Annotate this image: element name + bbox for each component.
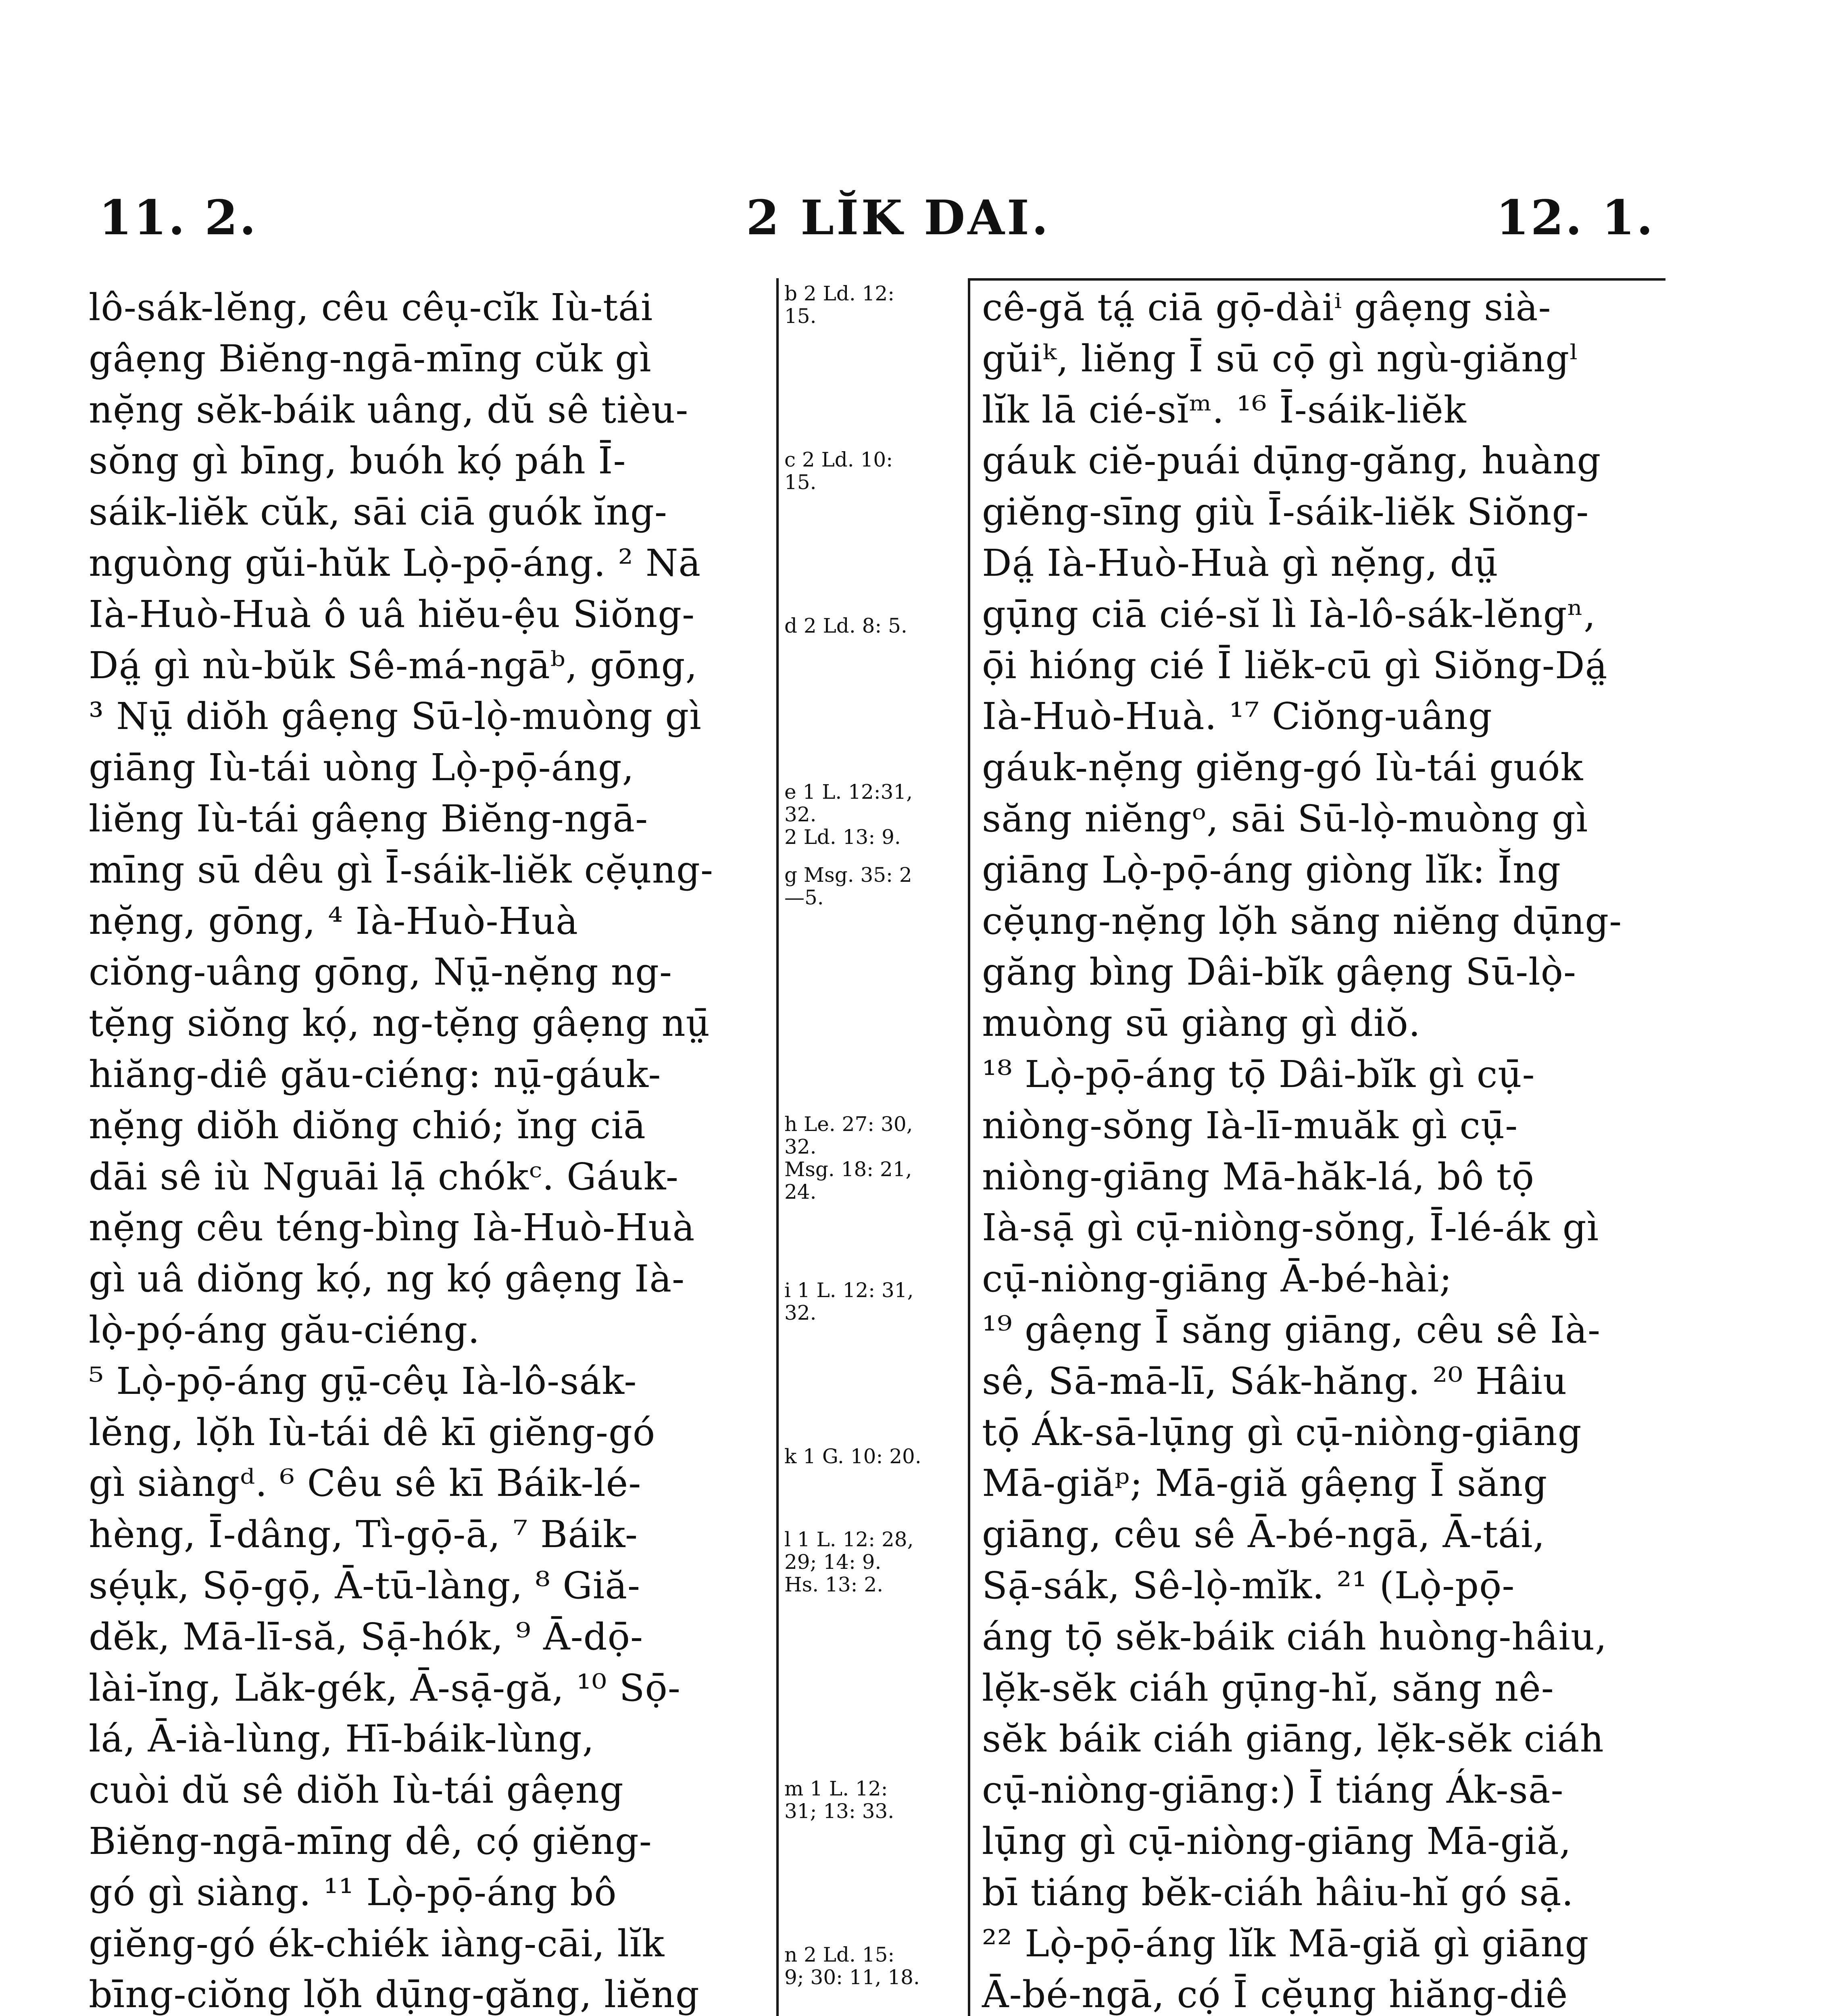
- cross-reference: k 1 G. 10: 20.: [784, 1445, 921, 1468]
- text-line: giāng, cêu sê Ā-bé-ngā, Ā-tái,: [982, 1513, 1545, 1556]
- text-line: Mā-giăᵖ; Mā-giă gâẹng Ī săng: [982, 1462, 1548, 1505]
- text-line: sáik-liĕk cŭk, sāi ciā guók ĭng-: [89, 490, 667, 534]
- cross-reference: g Msg. 35: 2 —5.: [784, 863, 912, 909]
- text-line: nẹ̆ng sĕk-báik uâng, dŭ sê tièu-: [89, 388, 689, 431]
- text-line: gì siàngᵈ. ⁶ Cêu sê kī Báik-lé-: [89, 1462, 642, 1505]
- text-line: cuòi dŭ sê diŏh Iù-tái gâẹng: [89, 1768, 624, 1812]
- text-line: săng niĕngᵒ, sāi Sū-lọ̀-muòng gì: [982, 797, 1588, 840]
- text-line: Ā-bé-ngā, cọ́ Ī cẹ̆ụng hiăng-diê: [982, 1973, 1568, 2016]
- text-line: lọ̀-pọ́-áng gău-ciéng.: [89, 1308, 480, 1352]
- running-head-book-title: 2 LĬK DAI.: [746, 190, 1051, 246]
- top-rule-right-column: [968, 278, 1665, 281]
- cross-reference: h Le. 27: 30, 32. Msg. 18: 21, 24.: [784, 1112, 913, 1204]
- text-line: sẹ́ụk, Sọ̄-gọ̄, Ā-tū-làng, ⁸ Giă-: [89, 1564, 641, 1607]
- text-line: Ià-Huò-Huà ô uâ hiĕu-ệu Siŏng-: [89, 592, 695, 636]
- column-rule-right: [968, 278, 970, 2016]
- text-line: nẹ̆ng diŏh diŏng chió; ĭng ciā: [89, 1104, 646, 1147]
- text-line: bī tiáng bĕk-ciáh hâiu-hĭ gó sạ̄.: [982, 1870, 1574, 1914]
- running-head-chapter-left: 11. 2.: [99, 190, 258, 246]
- text-line: cê-gă tá̤ ciā gọ̄-dàiⁱ gâẹng sià-: [982, 286, 1551, 329]
- text-line: tẹ̆ng siŏng kọ́, ng-tẹ̆ng gâẹng nṳ̄: [89, 1002, 710, 1045]
- text-line: Ià-Huò-Huà. ¹⁷ Ciŏng-uâng: [982, 695, 1492, 738]
- text-line: cẹ̆ụng-nẹ̆ng lọ̆h săng niĕng dụ̄ng-: [982, 899, 1622, 943]
- text-line: lô-sák-lĕng, cêu cêụ-cĭk Iù-tái: [89, 286, 653, 329]
- text-line: lĕng, lọ̆h Iù-tái dê kī giĕng-gó: [89, 1410, 656, 1454]
- text-line: gáuk ciĕ-puái dụ̄ng-găng, huàng: [982, 439, 1601, 483]
- text-line: muòng sū giàng gì diŏ.: [982, 1002, 1421, 1045]
- cross-reference: b 2 Ld. 12: 15.: [784, 282, 895, 328]
- text-line: dĕk, Mā-lī-să, Sạ̄-hók, ⁹ Ā-dọ̄-: [89, 1615, 644, 1658]
- text-line: ³ Nṳ̄ diŏh gâẹng Sū-lọ̀-muòng gì: [89, 695, 702, 738]
- text-line: gó gì siàng. ¹¹ Lọ̀-pọ̄-áng bô: [89, 1870, 617, 1914]
- text-line: giāng Iù-tái uòng Lọ̀-pọ̄-áng,: [89, 746, 634, 789]
- text-line: Ià-sạ̄ gì cụ̄-niòng-sŏng, Ī-lé-ák gì: [982, 1206, 1599, 1250]
- right-text-column: [982, 282, 1668, 2016]
- text-line: ⁵ Lọ̀-pọ̄-áng gṳ̄-cêụ Ià-lô-sák-: [89, 1359, 637, 1403]
- text-line: cụ̄-niòng-giāng Ā-bé-hài;: [982, 1257, 1453, 1301]
- text-line: lẹ̆k-sĕk ciáh gụ̄ng-hĭ, săng nê-: [982, 1666, 1554, 1710]
- text-line: giĕng-sīng giù Ī-sáik-liĕk Siŏng-: [982, 490, 1589, 534]
- cross-reference: n 2 Ld. 15: 9; 30: 11, 18.: [784, 1943, 920, 1989]
- text-line: niòng-sŏng Ià-lī-muăk gì cụ̄-: [982, 1104, 1518, 1147]
- cross-reference: e 1 L. 12:31, 32. 2 Ld. 13: 9.: [784, 780, 913, 849]
- text-line: lụ̄ng gì cụ̄-niòng-giāng Mā-giă,: [982, 1819, 1572, 1863]
- text-line: niòng-giāng Mā-hăk-lá, bô tọ̄: [982, 1155, 1534, 1198]
- text-line: cụ̄-niòng-giāng:) Ī tiáng Ák-sā-: [982, 1768, 1564, 1812]
- text-line: gì uâ diŏng kọ́, ng kọ́ gâẹng Ià-: [89, 1257, 685, 1301]
- text-line: gâẹng Biĕng-ngā-mīng cŭk gì: [89, 337, 652, 380]
- text-line: găng bìng Dâi-bĭk gâẹng Sū-lọ̀-: [982, 950, 1577, 994]
- text-line: Dá̤ gì nù-bŭk Sê-má-ngāᵇ, gōng,: [89, 644, 698, 687]
- text-line: bīng-ciŏng lọ̆h dụ̄ng-găng, liĕng: [89, 1973, 700, 2016]
- text-line: gụ̄ng ciā cié-sĭ lì Ià-lô-sák-lĕngⁿ,: [982, 592, 1596, 636]
- text-line: liĕng Iù-tái gâẹng Biĕng-ngā-: [89, 797, 648, 840]
- text-line: hiăng-diê gău-ciéng: nṳ̄-gáuk-: [89, 1052, 661, 1096]
- cross-reference: i 1 L. 12: 31, 32.: [784, 1279, 914, 1325]
- text-line: lài-ĭng, Lăk-gék, Ā-sạ̄-gă, ¹⁰ Sọ̄-: [89, 1666, 681, 1710]
- text-line: nẹ̆ng, gōng, ⁴ Ià-Huò-Huà: [89, 899, 578, 943]
- left-text-column: [89, 282, 766, 2016]
- text-line: Biĕng-ngā-mīng dê, cọ́ giĕng-: [89, 1819, 652, 1863]
- text-line: giāng Lọ̀-pọ̄-áng giòng lĭk: Ĭng: [982, 848, 1561, 891]
- text-line: sĕk báik ciáh giāng, lẹ̆k-sĕk ciáh: [982, 1717, 1604, 1761]
- text-line: Sạ̄-sák, Sê-lọ̀-mĭk. ²¹ (Lọ̀-pọ̄-: [982, 1564, 1515, 1607]
- text-line: nguòng gŭi-hŭk Lọ̀-pọ̄-áng. ² Nā: [89, 541, 701, 585]
- text-line: ciŏng-uâng gōng, Nṳ̄-nẹ̆ng ng-: [89, 950, 673, 994]
- text-line: ọ̄i hióng cié Ī liĕk-cū gì Siŏng-Dá̤: [982, 644, 1608, 687]
- text-line: hèng, Ī-dâng, Tì-gọ̄-ā, ⁷ Báik-: [89, 1513, 638, 1556]
- text-line: mīng sū dêu gì Ī-sáik-liĕk cẹ̆ụng-: [89, 848, 714, 891]
- text-line: dāi sê iù Nguāi lạ̄ chókᶜ. Gáuk-: [89, 1155, 679, 1198]
- running-head-chapter-right: 12. 1.: [1496, 190, 1655, 246]
- text-line: gŭiᵏ, liĕng Ī sū cọ̄ gì ngù-giăngˡ: [982, 337, 1579, 380]
- cross-reference: l 1 L. 12: 28, 29; 14: 9. Hs. 13: 2.: [784, 1528, 914, 1596]
- text-line: sŏng gì bīng, buóh kọ́ páh Ī-: [89, 439, 626, 483]
- cross-reference: d 2 Ld. 8: 5.: [784, 614, 907, 637]
- text-line: tọ̄ Ák-sā-lụ̄ng gì cụ̄-niòng-giāng: [982, 1410, 1582, 1454]
- text-line: ²² Lọ̀-pọ̄-áng lĭk Mā-giă gì giāng: [982, 1922, 1589, 1965]
- text-line: nẹ̆ng cêu téng-bìng Ià-Huò-Huà: [89, 1206, 695, 1250]
- cross-reference: c 2 Ld. 10: 15.: [784, 448, 893, 494]
- text-line: giĕng-gó ék-chiék iàng-cāi, lĭk: [89, 1922, 665, 1965]
- text-line: Dá̤ Ià-Huò-Huà gì nẹ̆ng, dṳ̄: [982, 541, 1499, 585]
- cross-reference: m 1 L. 12: 31; 13: 33.: [784, 1777, 894, 1823]
- text-line: áng tọ̄ sĕk-báik ciáh huòng-hâiu,: [982, 1615, 1607, 1658]
- text-line: lĭk lā cié-sĭᵐ. ¹⁶ Ī-sáik-liĕk: [982, 388, 1467, 431]
- text-line: sê, Sā-mā-lī, Sák-hăng. ²⁰ Hâiu: [982, 1359, 1567, 1403]
- text-line: lá, Ā-ià-lùng, Hī-báik-lùng,: [89, 1717, 595, 1761]
- text-line: gáuk-nẹ̆ng giĕng-gó Iù-tái guók: [982, 746, 1584, 789]
- text-line: ¹⁸ Lọ̀-pọ̄-áng tọ̄ Dâi-bĭk gì cụ̄-: [982, 1052, 1535, 1096]
- column-rule-left: [776, 278, 779, 2016]
- text-line: ¹⁹ gâẹng Ī săng giāng, cêu sê Ià-: [982, 1308, 1601, 1352]
